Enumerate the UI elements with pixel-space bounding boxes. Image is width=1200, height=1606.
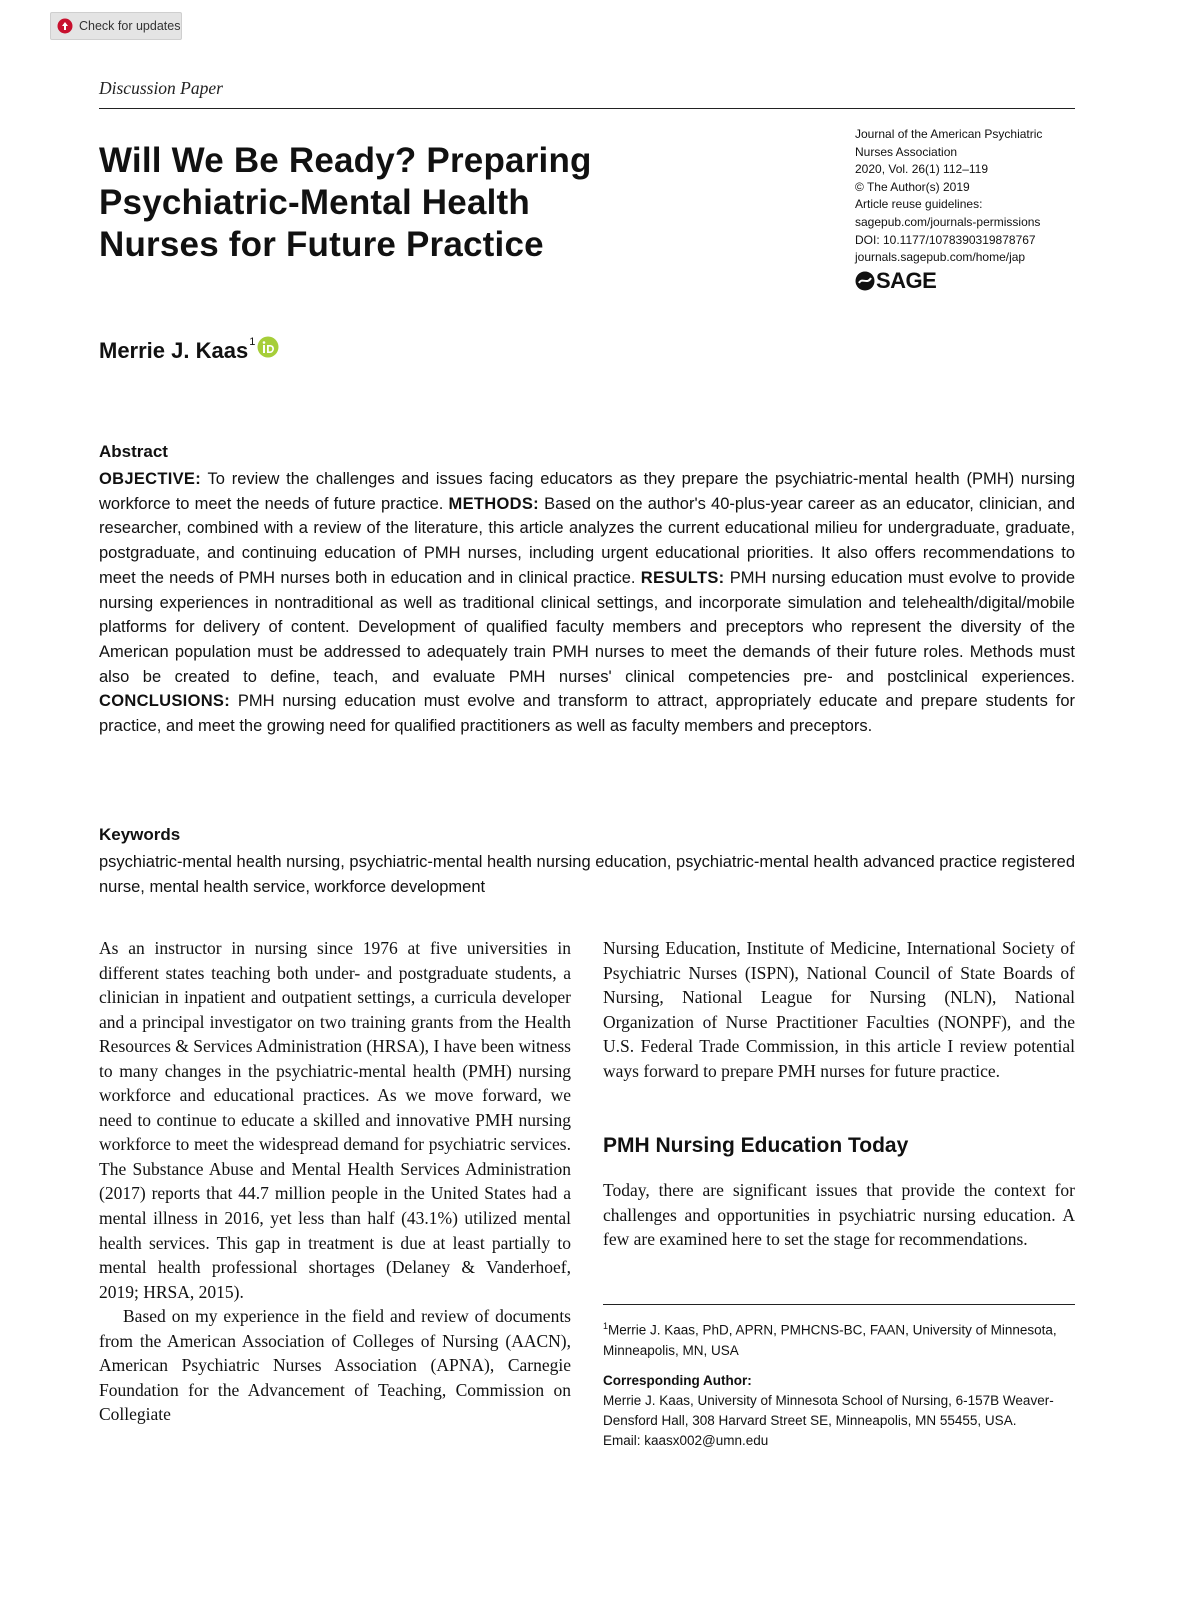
corresponding-author-heading: Corresponding Author: <box>603 1372 752 1388</box>
orcid-icon[interactable] <box>257 336 279 358</box>
results-label: RESULTS: <box>640 568 725 587</box>
volume-info: 2020, Vol. 26(1) 112–119 <box>855 162 988 177</box>
conclusions-text: PMH nursing education must evolve and transform to attract, appropriately educate and prepare students for practice, and meet the growing need for qualified practitioners as well as faculty members and preceptors. <box>99 692 1075 736</box>
objective-text: To review the challenges and issues facing educators as they prepare the psychiatric-mental health (PMH) nursing workforce to meet the needs of future practice. <box>99 470 1075 513</box>
affiliation-mark: 1 <box>249 336 256 348</box>
title-line: Nurses for Future Practice <box>99 225 544 264</box>
doi[interactable]: DOI: 10.1177/1078390319878767 <box>855 232 1036 247</box>
keywords-text: psychiatric-mental health nursing, psychiatric-mental health nursing education, psychiatric-mental health advanced practice registered nurse, mental health service, workforce development <box>99 853 1075 896</box>
journal-name-line: Nurses Association <box>855 144 958 159</box>
reuse-label: Article reuse guidelines: <box>855 197 983 212</box>
permissions-link[interactable]: sagepub.com/journals-permissions <box>855 214 1041 229</box>
corresponding-address: Merrie J. Kaas, University of Minnesota School of Nursing, 6-157B Weaver-Densford Hall, 308 Harvard Street SE, Minneapolis, MN 55455, USA. <box>603 1392 1054 1428</box>
section-heading: PMH Nursing Education Today <box>603 1134 909 1157</box>
journal-metadata <box>855 126 1085 267</box>
title-line: Psychiatric-Mental Health <box>99 183 530 222</box>
affiliation-text: Merrie J. Kaas, PhD, APRN, PMHCNS-BC, FAAN, University of Minnesota, Minneapolis, MN, USA <box>603 1322 1057 1358</box>
header-divider <box>99 108 1075 109</box>
title-line: Will We Be Ready? Preparing <box>99 141 592 180</box>
footnote-mark: 1 <box>603 1321 609 1331</box>
methods-label: METHODS: <box>448 494 539 513</box>
footnote-divider <box>603 1304 1075 1305</box>
sage-logo <box>855 268 936 294</box>
sage-mark-icon <box>855 271 875 291</box>
affiliation-footnote <box>603 1316 1075 1361</box>
corresponding-email[interactable]: Email: kaasx002@umn.edu <box>603 1432 769 1448</box>
check-for-updates-label: Check for updates <box>79 19 181 33</box>
methods-text: Based on the author's 40-plus-year career as an educator, clinician, and researcher, combined with a review of the literature, this article analyzes the current educational milieu for undergraduate, graduate, postgraduate, and continuing education of PMH nurses, including urgent educational priorities. It also offers recommendations to meet the needs of PMH nurses both in education and in clinical practice. <box>99 494 1076 587</box>
body-paragraph: As an instructor in nursing since 1976 at five universities in different states teaching both under- and postgraduate students, a clinician in inpatient and outpatient settings, a curricula developer and a principal investigator on two training grants from the Health Resources & Services Administration (HRSA), I have been witness to many changes in the psychiatric-mental health (PMH) nursing workforce and educational practices. As we move forward, we need to continue to educate a skilled and innovative PMH nursing workforce to meet the widespread demand for psychiatric services. The Substance Abuse and Mental Health Services Administration (2017) reports that 44.7 million people in the United States had a mental illness in 2016, yet less than half (43.1%) utilized mental health services. This gap in treatment is due at least partially to mental health professional shortages (Delaney & Vanderhoef, 2019; HRSA, 2015). <box>99 938 571 1302</box>
body-paragraph: Today, there are significant issues that provide the context for challenges and opportunities in psychiatric nursing education. A few are examined here to set the stage for recommendations. <box>603 1180 1075 1250</box>
body-right-column <box>603 936 1075 1083</box>
keywords-heading: Keywords <box>99 825 181 844</box>
conclusions-label: CONCLUSIONS: <box>99 692 231 711</box>
body-paragraph: Based on my experience in the field and review of documents from the American Association of Colleges of Nursing (AACN), American Psychiatric Nurses Association (APNA), Carnegie Foundation for the Advancement of Teaching, Commission on Collegiate <box>99 1306 571 1425</box>
document-type: Discussion Paper <box>99 78 223 98</box>
abstract-heading: Abstract <box>99 442 168 461</box>
body-right-column-section <box>603 1178 1075 1252</box>
objective-label: OBJECTIVE: <box>99 470 202 488</box>
footnote <box>603 1316 1075 1451</box>
article-title <box>99 140 659 266</box>
abstract-text <box>99 467 1075 739</box>
author-line <box>99 338 279 364</box>
check-for-updates-button[interactable] <box>50 12 182 40</box>
body-left-column <box>99 936 571 1427</box>
results-text: PMH nursing education must evolve to provide nursing experiences in nontraditional as well as traditional clinical settings, and incorporate simulation and telehealth/digital/mobile platforms for delivery of content. Development of qualified faculty members and preceptors who represent the diversity of the American population must be addressed to adequately train PMH nurses to meet the demands of their future roles. Methods must also be created to define, teach, and evaluate PMH nurses' clinical competencies pre- and postclinical experiences. <box>99 568 1075 686</box>
sage-wordmark: SAGE <box>876 268 937 293</box>
update-icon <box>57 18 73 34</box>
journal-home-link[interactable]: journals.sagepub.com/home/jap <box>855 250 1026 265</box>
copyright: © The Author(s) 2019 <box>855 179 970 194</box>
author-name[interactable]: Merrie J. Kaas <box>99 338 249 363</box>
body-paragraph: Nursing Education, Institute of Medicine, International Society of Psychiatric Nurses (ISPN), National Council of State Boards of Nursing, National League for Nursing (NLN), National Organization of Nurse Practitioner Faculties (NONPF), and the U.S. Federal Trade Commission, in this article I review potential ways forward to prepare PMH nurses for future practice. <box>603 938 1075 1081</box>
journal-name-line: Journal of the American Psychiatric <box>855 127 1043 141</box>
